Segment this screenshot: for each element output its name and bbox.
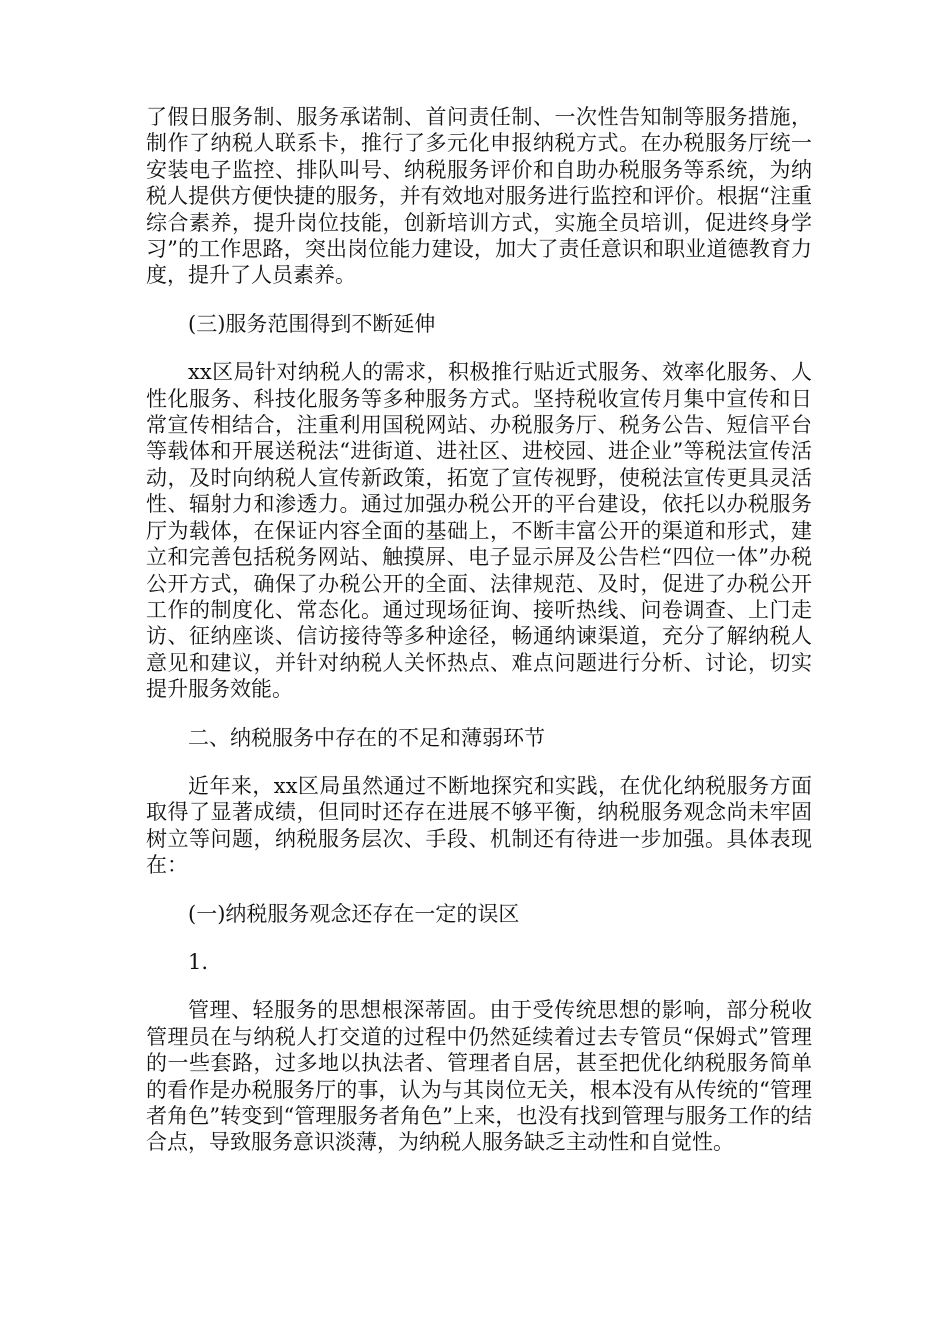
section-heading-3: (三)服务范围得到不断延伸	[188, 311, 436, 336]
subsection-heading-1: (一)纳税服务观念还存在一定的误区	[188, 901, 520, 926]
paragraph-shortcomings: 近年来，xx区局虽然通过不断地探究和实践，在优化纳税服务方面取得了显著成绩，但同时还存在进展不够平衡，纳税服务观念尚未牢固树立等问题，纳税服务层次、手段、机制还有待进一步加强。具体表现在：	[146, 773, 812, 878]
document-body	[146, 104, 812, 1156]
section-heading-2: 二、纳税服务中存在的不足和薄弱环节	[188, 725, 545, 750]
paragraph-service-scope: xx区局针对纳税人的需求，积极推行贴近式服务、效率化服务、人性化服务、科技化服务等多种服务方式。坚持税收宣传月集中宣传和日常宣传相结合，注重利用国税网站、办税服务厅、税务公告、短信平台等载体和开展送税法“进街道、进社区、进校园、进企业”等税法宣传活动，及时向纳税人宣传新政策，拓宽了宣传视野，使税法宣传更具灵活性、辐射力和渗透力。通过加强办税公开的平台建设，依托以办税服务厅为载体，在保证内容全面的基础上，不断丰富公开的渠道和形式，建立和完善包括税务网站、触摸屏、电子显示屏及公告栏“四位一体”办税公开方式，确保了办税公开的全面、法律规范、及时，促进了办税公开工作的制度化、常态化。通过现场征询、接听热线、问卷调查、上门走访、征纳座谈、信访接待等多种途径，畅通纳谏渠道，充分了解纳税人意见和建议，并针对纳税人关怀热点、难点问题进行分析、讨论，切实提升服务效能。	[146, 360, 812, 702]
paragraph-management-mindset: 管理、轻服务的思想根深蒂固。由于受传统思想的影响，部分税收管理员在与纳税人打交道的过程中仍然延续着过去专管员“保姆式”管理的一些套路，过多地以执法者、管理者自居，甚至把优化纳税服务简单的看作是办税服务厅的事，认为与其岗位无关，根本没有从传统的“管理者角色”转变到“管理服务者角色”上来，也没有找到管理与服务工作的结合点，导致服务意识淡薄，为纳税人服务缺乏主动性和自觉性。	[146, 998, 812, 1155]
item-number-1: 1.	[188, 949, 209, 974]
paragraph-continuation: 了假日服务制、服务承诺制、首问责任制、一次性告知制等服务措施，制作了纳税人联系卡，推行了多元化申报纳税方式。在办税服务厅统一安装电子监控、排队叫号、纳税服务评价和自助办税服务等系统，为纳税人提供方便快捷的服务，并有效地对服务进行监控和评价。根据“注重综合素养，提升岗位技能，创新培训方式，实施全员培训，促进终身学习”的工作思路，突出岗位能力建设，加大了责任意识和职业道德教育力度，提升了人员素养。	[146, 105, 812, 288]
